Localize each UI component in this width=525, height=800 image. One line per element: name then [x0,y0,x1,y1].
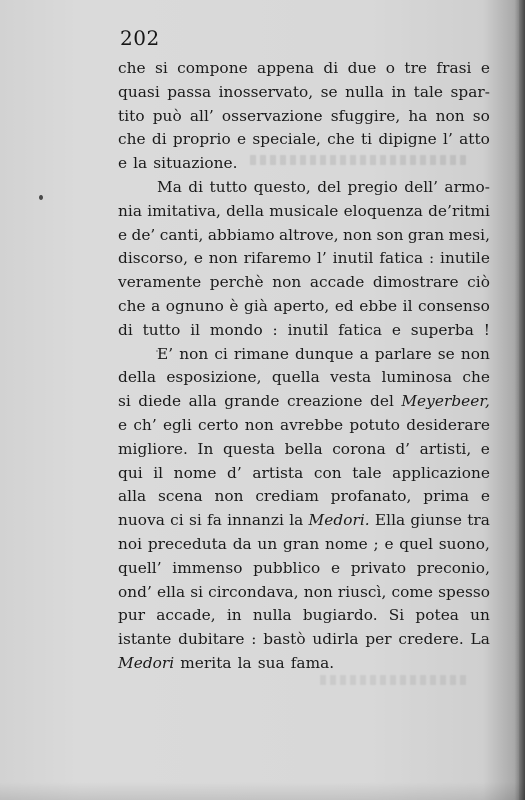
word: questa [222,439,276,458]
text-line [118,557,490,581]
word: già [243,296,268,315]
word: e [330,558,341,577]
word: del [317,177,342,196]
word: tra [467,511,490,530]
text-line [118,414,490,438]
word: preceduta [147,534,227,553]
text-line [118,152,490,176]
word: canti, [159,225,204,244]
word: potea [415,606,459,625]
word: quasi [118,82,160,101]
word: del [370,392,394,411]
word: rifaremo [243,249,312,268]
word: è [229,296,239,315]
word: nia [118,201,143,220]
word: come [391,582,434,601]
word: inutile [440,249,490,268]
word: della [226,201,265,220]
word: fatica [379,249,424,268]
word: tale [352,463,382,482]
word: eloquenza [343,201,423,220]
word: un [257,534,278,553]
word: superba [410,320,474,339]
word: situazione. [153,154,238,173]
word: riuscì, [337,582,387,601]
word: nuova [118,511,165,530]
word: non [208,249,238,268]
word: dimostrare [372,273,459,292]
word: in [391,82,407,101]
word: tutto [209,177,248,196]
text-line [118,652,490,676]
word: circondava, [208,582,299,601]
word: appena [257,59,315,77]
text-line [118,366,490,390]
word: si [154,59,168,77]
word: la [237,653,252,672]
word: in [226,606,242,625]
word: tale [413,82,444,101]
page-number: 202 [120,26,160,50]
word: spar- [450,82,490,101]
word: che [118,59,146,77]
word: frasi [436,59,472,77]
word: il [153,463,164,482]
word: il [402,296,413,315]
word: La [470,630,490,649]
word: e [384,534,394,553]
word: inutil [287,320,329,339]
text-line [118,462,490,486]
word: alla [118,487,147,506]
word: preconio, [416,558,490,577]
ink-speck [39,195,43,200]
word: l’ [316,249,327,268]
word: altrove, [279,225,339,244]
text-line [118,57,490,81]
word: diede [138,392,182,411]
word: giunse [410,511,462,530]
word: privato [350,558,407,577]
word: aperto, [273,296,330,315]
word: artisti, [419,439,472,458]
word: imitativa, [147,201,221,220]
word: sfuggire, [330,106,401,125]
word: prima [423,487,470,506]
word: accade [309,273,365,292]
word: quell’ [118,558,162,577]
word: dunque [295,344,354,363]
word: fa [207,511,222,530]
word: rimane [233,344,289,363]
word: Si [388,606,405,625]
word: a [359,344,369,363]
word: istante [118,630,172,649]
word: e [118,415,128,434]
word: udirla [312,630,359,649]
word: la [289,511,304,530]
word: credere. [398,630,464,649]
word: son [376,225,404,244]
word: bella [284,439,323,458]
text-line [118,604,490,628]
body-text [118,57,490,676]
word: bastò [263,630,306,649]
italic-name: Meyerbeer, [401,392,490,411]
word: ha [408,106,428,125]
text-line [118,200,490,224]
text-line [118,485,490,509]
word: Ella [374,511,406,530]
text-line [118,105,490,129]
word: se [437,344,455,363]
word: che [118,296,146,315]
word: il [190,320,201,339]
word: tito [118,106,145,125]
word: compone [177,59,248,77]
word: di [151,130,167,149]
italic-name: Medori [118,653,175,672]
word: sua [257,653,285,672]
word: applicazione [392,463,490,482]
word: proprio [172,130,231,149]
word: mesi, [448,225,490,244]
word: quella [271,368,320,387]
word: e [391,320,401,339]
word: e [480,487,490,506]
word: crediam [255,487,319,506]
word: dipigne [378,130,437,149]
word: non [303,582,333,601]
word: che [118,130,146,149]
word: fama. [290,653,335,672]
word: non [179,344,209,363]
word: e [118,154,128,173]
word: l’ [443,130,453,149]
word: nulla [252,606,292,625]
word: non [435,106,465,125]
word: all’ [189,106,214,125]
word: parlare [374,344,432,363]
word: dubitare [178,630,245,649]
word: e [118,225,128,244]
word: artista [252,463,304,482]
text-line [118,224,490,248]
word: due [347,59,377,77]
word: consenso [418,296,490,315]
text-line [118,509,490,533]
word: qui [118,463,143,482]
word: avrebbe [280,415,344,434]
text-line [118,271,490,295]
text-line [118,295,490,319]
word: si [188,511,202,530]
word: e [480,59,490,77]
word: passa [167,82,212,101]
word: spesso [438,582,490,601]
word: tutto [142,320,181,339]
word: certo [198,415,239,434]
word: ci [170,511,184,530]
word: inosservato, [218,82,314,101]
word: veramente [118,273,202,292]
word: non [343,225,373,244]
word: immenso [172,558,243,577]
word: esposizione, [166,368,262,387]
word: desiderare [406,415,490,434]
word: E’ [157,344,174,363]
word: si [190,582,204,601]
word: ci [214,344,228,363]
word: ; [373,534,379,553]
text-line [118,628,490,652]
word: migliore. [118,439,188,458]
word: questo, [253,177,311,196]
word: inutil [332,249,374,268]
word: : [428,249,435,268]
word: alla [188,392,217,411]
word: e [193,249,203,268]
word: o [385,59,396,77]
word: d’ [395,439,411,458]
word: ond’ [118,582,152,601]
word: dell’ [404,177,439,196]
bleed-through-shadow [320,675,470,685]
word: bugiardo. [302,606,378,625]
word: da [232,534,252,553]
text-line [118,390,490,414]
word: scena [158,487,203,506]
word: ti [360,130,373,149]
word: speciale, [252,130,321,149]
word: In [197,439,214,458]
word: pregio [347,177,398,196]
word: merita [180,653,232,672]
word: de’ritmi [428,201,490,220]
word: quel [399,534,434,553]
text-line [118,533,490,557]
word: a [151,296,161,315]
word: grande [224,392,280,411]
word: che [462,368,490,387]
word: e [480,439,490,458]
word: di [188,177,204,196]
page-edge-shadow [519,0,525,800]
word: ognuno [165,296,224,315]
word: ed [334,296,354,315]
word: perchè [209,273,264,292]
word: atto [459,130,490,149]
word: nulla [345,82,384,101]
word: noi [118,534,143,553]
word: d’ [227,463,242,482]
word: abbiamo [207,225,275,244]
text-line [118,438,490,462]
text-line [118,247,490,271]
word: nome [173,463,217,482]
word: Ma [157,177,182,196]
text-line [118,319,490,343]
word: può [152,106,182,125]
word: : [272,320,278,339]
word: egli [162,415,192,434]
word: ciò [467,273,490,292]
word: fatica [338,320,383,339]
text-line [118,581,490,605]
word: mondo [209,320,263,339]
word: di [118,320,133,339]
word: suono, [438,534,490,553]
word: musicale [269,201,339,220]
word: osservazione [221,106,323,125]
word: innanzi [227,511,284,530]
word: creazione [286,392,363,411]
word: corona [332,439,386,458]
word: con [313,463,342,482]
word: vesta [330,368,372,387]
text-line [118,81,490,105]
word: non [214,487,244,506]
word: che [327,130,355,149]
word: ella [156,582,186,601]
text-line [118,343,490,367]
word: non [244,415,274,434]
text-line [118,128,490,152]
word: so [472,106,490,125]
word: : [251,630,257,649]
word: ch’ [133,415,157,434]
word: se [320,82,338,101]
text-line [118,176,490,200]
word: della [118,368,156,387]
word: potuto [349,415,401,434]
word: gran [407,225,445,244]
word: discorso, [118,249,188,268]
bottom-edge-shadow [0,782,525,800]
word: pubblico [253,558,321,577]
word: non [272,273,302,292]
word: non [460,344,490,363]
word: di [323,59,339,77]
word: tre [404,59,428,77]
word: armo- [444,177,490,196]
word: la [133,154,148,173]
word: un [470,606,490,625]
italic-name: Medori. [308,511,370,530]
word: nome [324,534,368,553]
word: si [118,392,131,411]
word: accade, [156,606,216,625]
word: per [365,630,392,649]
word: ebbe [359,296,398,315]
word: luminosa [381,368,453,387]
word: e [237,130,247,149]
word: profanato, [330,487,412,506]
word: de’ [131,225,156,244]
word: pur [118,606,146,625]
word: gran [282,534,320,553]
word: ! [483,320,490,339]
